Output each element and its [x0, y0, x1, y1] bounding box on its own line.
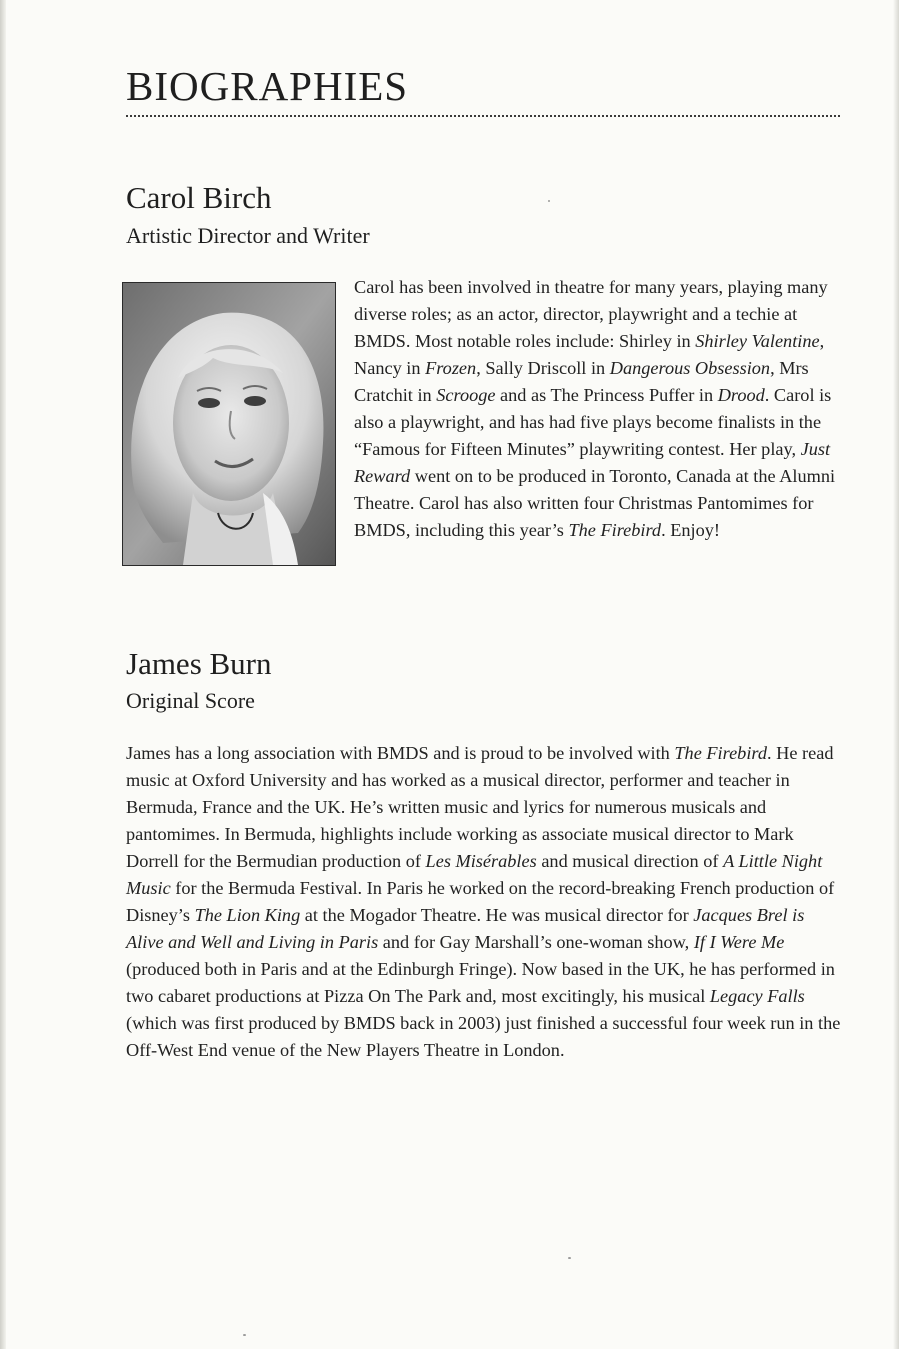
bio-text-run: (produced both in Paris and at the Edinburgh Fringe). Now based in the UK, he has performed in two cabaret productions at Pizza On The Park and, most excitingly, his musical	[126, 959, 835, 1006]
bio-text-run-italic: Frozen	[425, 358, 477, 378]
bio-text-run: , Mrs Cratchit in	[354, 358, 809, 405]
bio-text-run: James has a long association with BMDS and is proud to be involved with	[126, 743, 675, 763]
paper-speck	[548, 200, 550, 202]
paper-speck	[568, 1257, 571, 1259]
bio-text-run-italic: Jacques Brel is Alive and Well and Living in Paris	[126, 905, 805, 952]
bio-paragraph	[354, 274, 842, 544]
bio-text-run: and for Gay Marshall’s one-woman show,	[378, 932, 694, 952]
bio-text-run: Carol has been involved in theatre for many years, playing many diverse roles; as an actor, director, playwright and a techie at BMDS. Most notable roles include: Shirley in	[354, 277, 828, 351]
bio-text-run-italic: The Firebird	[568, 520, 662, 540]
bio-text-run: . Enjoy!	[661, 520, 720, 540]
bio-text-run: and musical direction of	[536, 851, 724, 871]
bio-text-run: at the Mogador Theatre. He was musical director for	[300, 905, 694, 925]
bio-text-run-italic: Scrooge	[436, 385, 496, 405]
bio-text-run: , Sally Driscoll in	[476, 358, 610, 378]
bio-role: Original Score	[126, 688, 255, 713]
bio-text-run: for the Bermuda Festival. In Paris he worked on the record-breaking French production of Disney’s	[126, 878, 835, 925]
bio-paragraph	[126, 740, 842, 1064]
bio-role: Artistic Director and Writer	[126, 223, 370, 248]
bio-name: James Burn	[126, 646, 272, 681]
bio-text-run-italic: The Lion King	[194, 905, 301, 925]
bio-text-run-italic: If I Were Me	[693, 932, 785, 952]
bio-text-run: went on to be produced in Toronto, Canada at the Alumni Theatre. Carol has also written four Christmas Pantomimes for BMDS, including this year’s	[354, 466, 836, 540]
bio-text-run: (which was first produced by BMDS back in 2003) just finished a successful four week run in the Off-West End venue of the New Players Theatre in London.	[126, 1013, 841, 1060]
bio-text-run-italic: Dangerous Obsession	[609, 358, 771, 378]
page-edge-shadow	[0, 0, 6, 1349]
bio-text-run-italic: Just Reward	[354, 439, 831, 486]
dotted-divider	[126, 115, 840, 117]
bio-text-run: . He read music at Oxford University and has worked as a musical director, performer and teacher in Bermuda, France and the UK. He’s written music and lyrics for numerous musicals and pantomimes. In Bermuda, highlights include working as associate musical director to Mark Dorrell for the Bermudian production of	[126, 743, 834, 871]
bio-text-run: . Carol is also a playwright, and has had five plays become finalists in the “Famous for Fifteen Minutes” playwriting contest. Her play,	[354, 385, 832, 459]
page-edge-shadow	[893, 0, 899, 1349]
bio-text-run-italic: Les Misérables	[425, 851, 537, 871]
bio-text-run-italic: The Firebird	[674, 743, 767, 763]
bio-text-run: , Nancy in	[354, 331, 825, 378]
paper-speck	[243, 1334, 246, 1336]
bio-text-run-italic: Legacy Falls	[709, 986, 805, 1006]
bio-text-run-italic: A Little Night Music	[126, 851, 823, 898]
bio-text-run-italic: Shirley Valentine	[695, 331, 820, 351]
page-title: BIOGRAPHIES	[126, 63, 409, 109]
bio-text-run: and as The Princess Puffer in	[495, 385, 718, 405]
bio-text-run-italic: Drood	[717, 385, 765, 405]
bio-name: Carol Birch	[126, 180, 272, 215]
portrait-photo	[122, 282, 336, 566]
